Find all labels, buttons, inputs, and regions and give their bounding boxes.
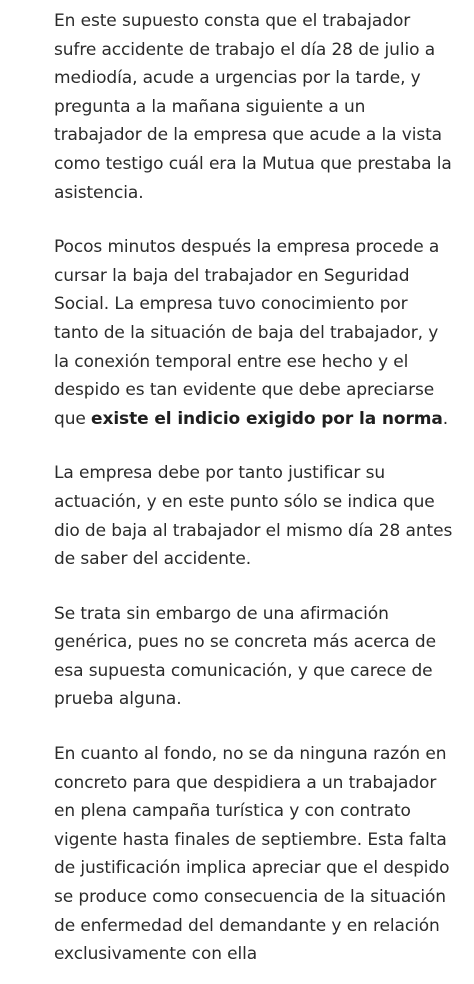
- paragraph-company-justification: La empresa debe por tanto justificar su actuación, y en este punto sólo se indica que dio de baja al trabajador el mismo día 28 antes de saber del accidente.: [54, 463, 453, 570]
- paragraph-text-end: .: [442, 408, 449, 429]
- bold-emphasis: existe el indicio exigido por la norma: [91, 408, 443, 429]
- paragraph-conclusion: En cuanto al fondo, no se da ninguna razón en concreto para que despidiera a un trabajador en plena campaña turística y con contrato vigente hasta finales de septiembre. Esta falta de justificación implica apreciar que el despido se produce como consecuencia de la situación de enfermedad del demandante y en relación exclusivamente con ella: [54, 744, 450, 965]
- paragraph-accident-facts: En este supuesto consta que el trabajador sufre accidente de trabajo el día 28 de julio a mediodía, acude a urgencias por la tarde, y pregunta a la mañana siguiente a un trabajador de la empresa que acude a la vista como testigo cuál era la Mutua que prestaba la asistencia.: [54, 11, 452, 203]
- paragraph-generic-claim: Se trata sin embargo de una afirmación genérica, pues no se concreta más acerca de esa supuesta comunicación, y que carece de prueba alguna.: [54, 603, 436, 710]
- paragraph-company-knowledge: [54, 233, 454, 433]
- paragraph-text: Pocos minutos después la empresa procede a cursar la baja del trabajador en Seguridad Social. La empresa tuvo conocimiento por tanto de la situación de baja del trabajador, y la conexión temporal entre ese hecho y el despido es tan evidente que debe apreciarse que: [54, 237, 440, 429]
